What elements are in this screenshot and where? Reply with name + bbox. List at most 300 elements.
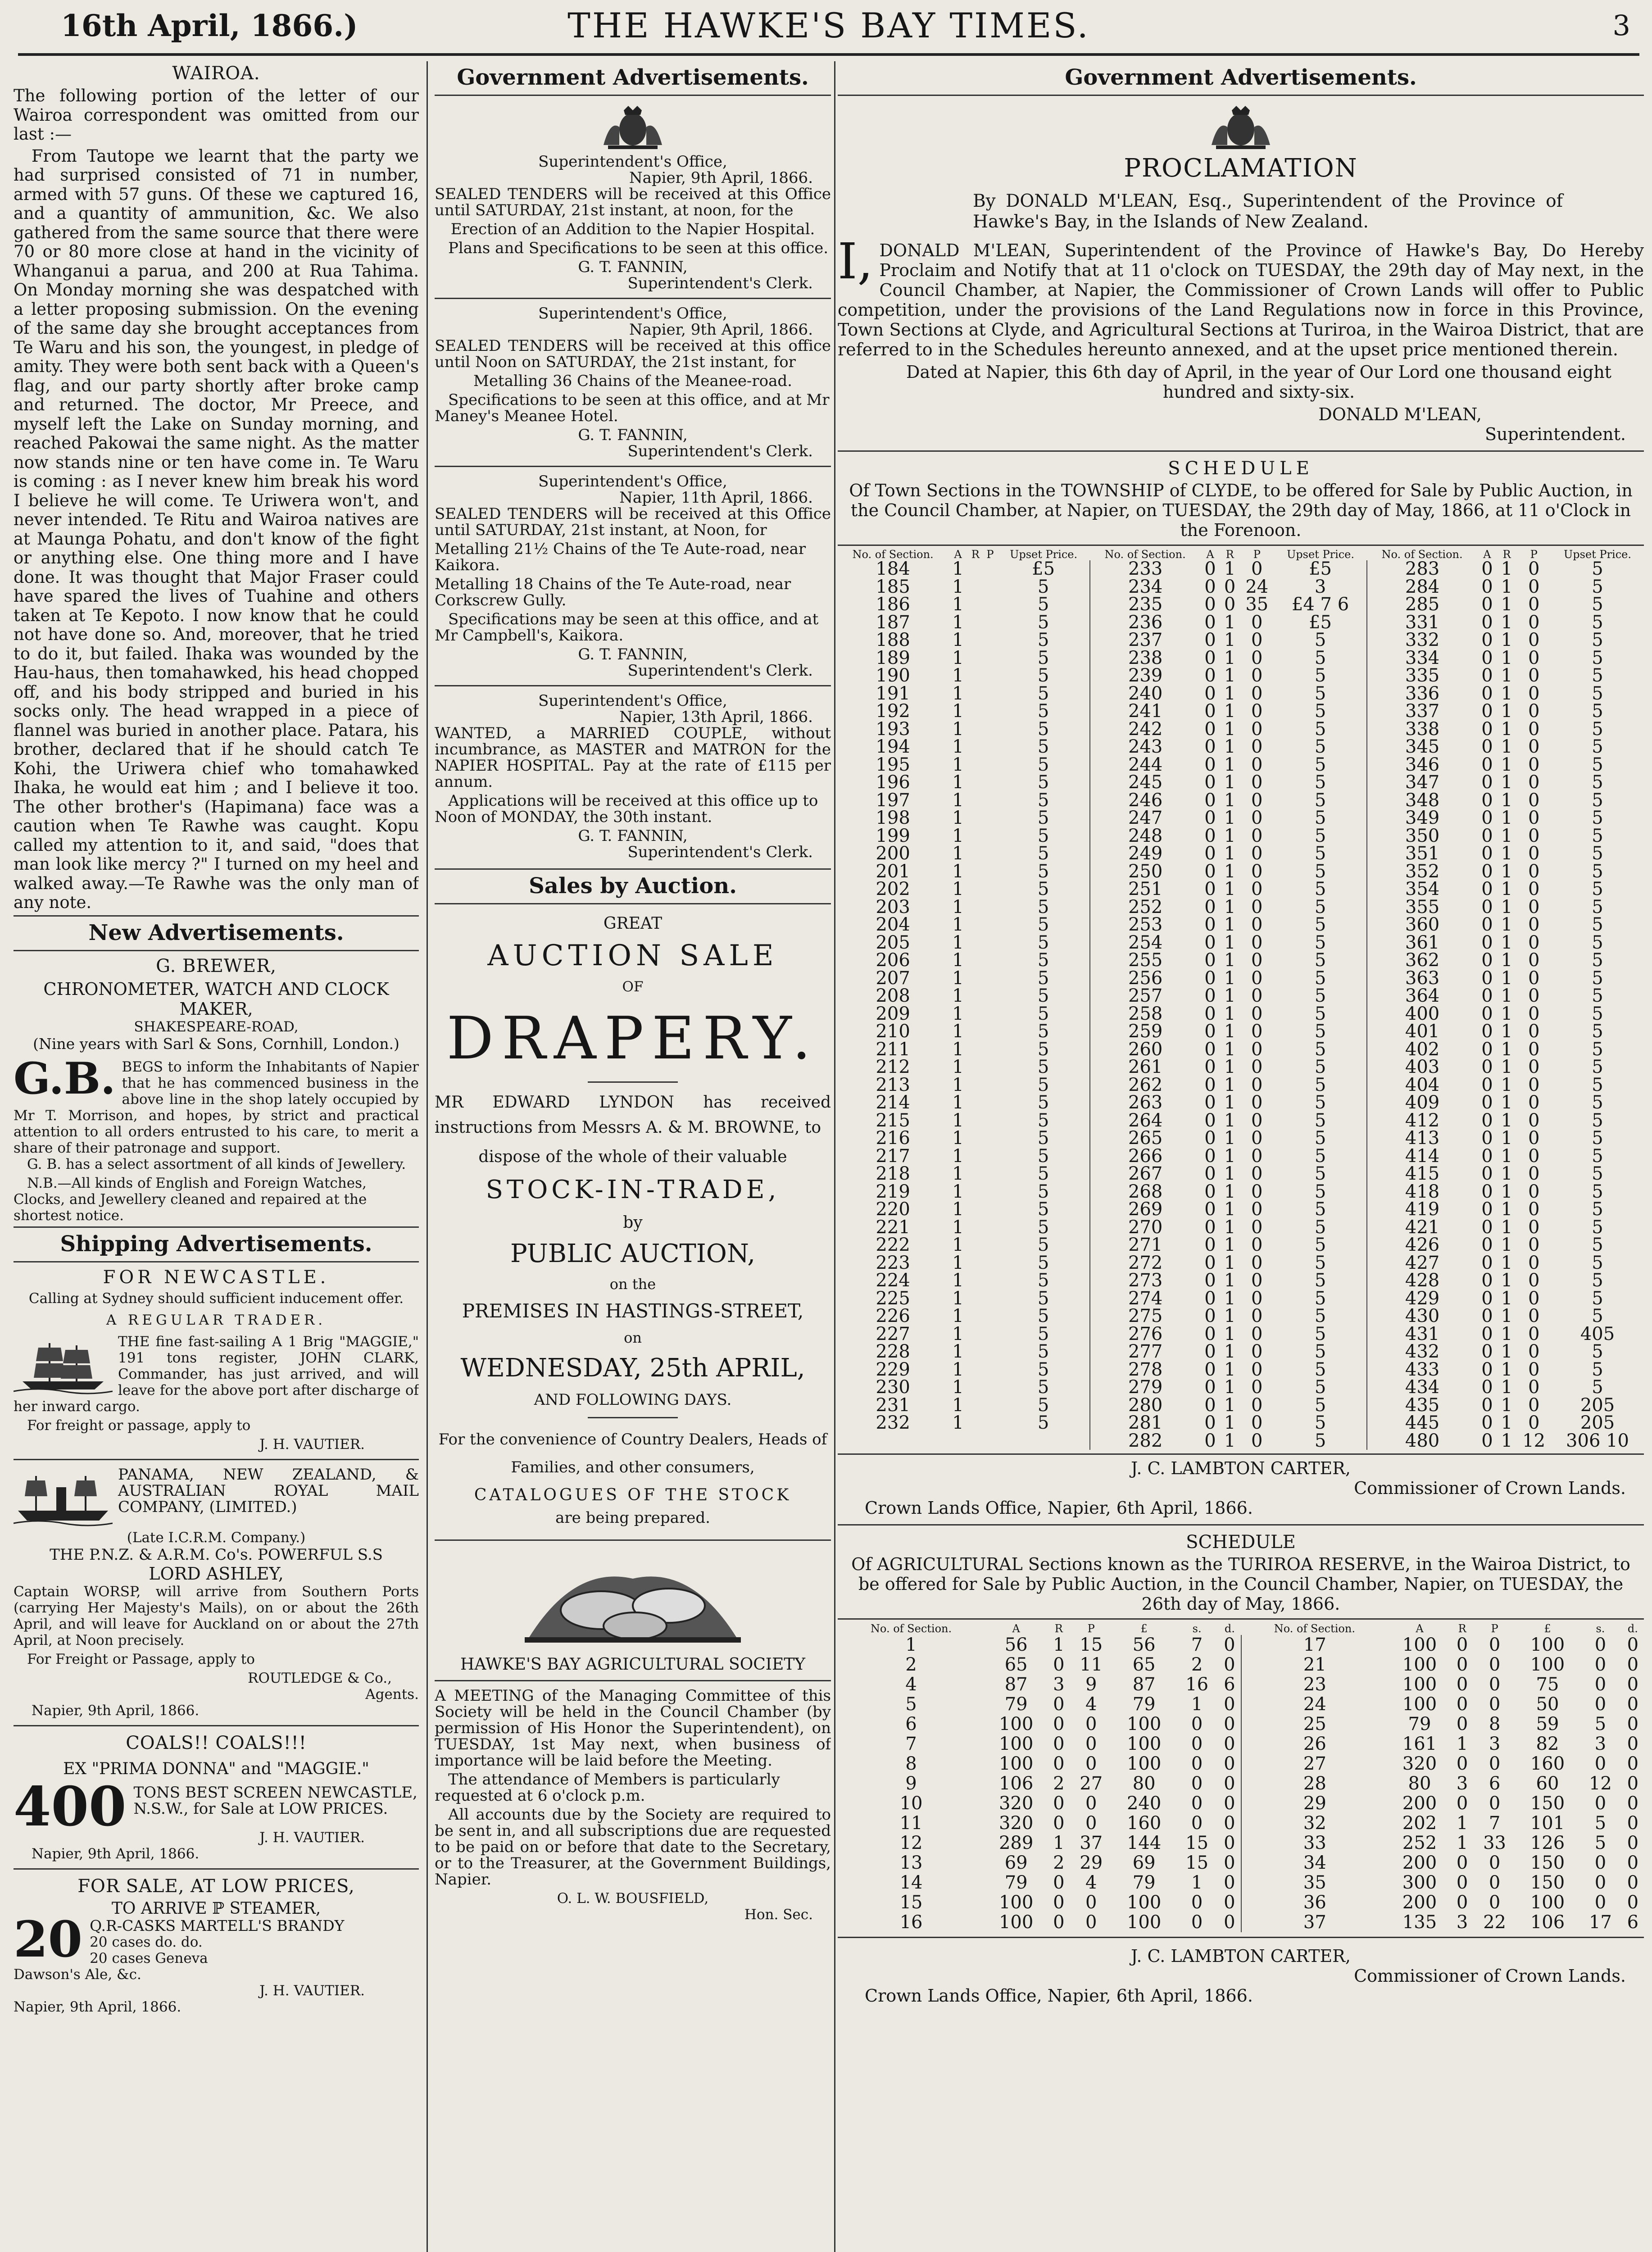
table-cell [968, 1432, 983, 1450]
table-header: No. of Section. [1104, 548, 1186, 561]
table-cell: 29 [1241, 1793, 1388, 1813]
wanted-apps: Applications will be received at this office up to Noon of MONDAY, the 30th instant. [435, 792, 818, 826]
table-cell: 1 [1224, 1057, 1236, 1077]
table-cell: 1 [1501, 1252, 1513, 1273]
table-cell: 0 [1528, 914, 1540, 935]
table-cell: 1 [1456, 1734, 1468, 1754]
table-cell: 430 [1367, 1308, 1477, 1326]
table-cell: 5 [1592, 843, 1603, 864]
table-cell: 1 [952, 630, 964, 650]
table-cell: 217 [876, 1145, 910, 1167]
table-cell: 194 [876, 736, 910, 757]
tender-signature: G. T. FANNIN, [578, 645, 688, 663]
table-cell: 1 [1501, 665, 1513, 686]
tender-item: Metalling 21½ Chains of the Te Aute-road, near Kaikora. [435, 540, 806, 574]
table-cell: 0 [1489, 1654, 1501, 1675]
table-cell [968, 1094, 983, 1112]
table-row [838, 1432, 1644, 1450]
table-cell: 1 [1224, 1039, 1236, 1060]
table-row [838, 809, 1644, 827]
proclamation-body: I, DONALD M'LEAN, Superintendent of the Province of Hawke's Bay, Do Hereby Proclaim and Notify that at 11 o'clock on TUESDAY, the 29th day of May next, in the Council Chamber, at Napier, the Commissioner of Crown Lands will offer to Public competition, under the provisions of the Land Regulations now in force in this Province, Town Sections at Clyde, and Agricultural Sections at Turiroa, in the Wairoa District, that are referred to in the Schedules hereunto annexed, and at the upset price mentioned therein. [838, 232, 1644, 359]
wanted-role: Superintendent's Clerk. [627, 843, 813, 861]
table-cell: 5 [1314, 1021, 1326, 1042]
table-cell: 250 [1090, 863, 1200, 881]
table-cell: 5 [1592, 790, 1603, 811]
table-cell: 5 [1037, 1074, 1049, 1095]
table-cell: 5 [1314, 1217, 1326, 1238]
table-row [838, 1183, 1644, 1201]
table-cell: 3 [1053, 1674, 1065, 1695]
table-header: No. of Section. [852, 548, 934, 561]
table-cell: 5 [1592, 879, 1603, 899]
table-cell: 65 [1004, 1654, 1028, 1675]
table-cell: 191 [876, 683, 910, 704]
table-cell: 360 [1367, 916, 1477, 934]
table-cell [968, 1183, 983, 1201]
table-header: s. [1596, 1622, 1605, 1635]
table-cell: 5 [1037, 1270, 1049, 1291]
table-cell: 1 [1224, 754, 1236, 775]
table-cell: 87 [1132, 1674, 1156, 1695]
tender-plans: Plans and Specifications to be seen at this office. [448, 239, 829, 257]
table-cell: 1 [1501, 1181, 1513, 1202]
tender-signature: G. T. FANNIN, [578, 426, 688, 444]
table-cell: 1 [1501, 932, 1513, 953]
table-cell: £5 [1032, 558, 1055, 579]
table-cell: 226 [876, 1306, 910, 1326]
table-cell: 200 [876, 843, 910, 864]
table-cell: 0 [1481, 1235, 1493, 1255]
table-cell [983, 987, 997, 1005]
table-cell [968, 578, 983, 596]
wanted-office: Superintendent's Office, [538, 692, 727, 710]
table-cell: 150 [1530, 1852, 1565, 1873]
table-cell: 1 [1501, 1235, 1513, 1255]
table-cell: 79 [1132, 1872, 1156, 1893]
table-cell: 0 [1528, 594, 1540, 615]
table-header: P [1530, 548, 1538, 561]
table-cell: 5 [1314, 932, 1326, 953]
table-cell [983, 1432, 997, 1450]
table-row [838, 845, 1644, 863]
table-cell: 0 [1627, 1833, 1639, 1853]
table-cell: 0 [1627, 1872, 1639, 1893]
table-cell [983, 1023, 997, 1041]
table-cell [983, 881, 997, 899]
table-cell: 5 [1037, 1163, 1049, 1184]
table-cell: 5 [1592, 1288, 1603, 1309]
drapery-auction-ad [435, 914, 831, 1527]
table-cell: 0 [1251, 1235, 1263, 1255]
table-cell: 0 [1489, 1852, 1501, 1873]
table-cell: 1 [1224, 1288, 1236, 1309]
table-row [838, 1112, 1644, 1130]
table-cell [983, 1272, 997, 1290]
table-cell: 0 [1224, 1654, 1235, 1675]
table-cell: 0 [1224, 1912, 1235, 1933]
table-cell [983, 685, 997, 703]
table-cell: 1 [1501, 861, 1513, 882]
table-cell [968, 952, 983, 970]
table-cell [983, 1236, 997, 1254]
table-cell: 0 [1251, 772, 1263, 793]
table-cell: 5 [1592, 1163, 1603, 1184]
table-cell: 0 [1627, 1714, 1639, 1734]
table-cell: 0 [1053, 1793, 1065, 1814]
table-cell: 1 [1456, 1833, 1468, 1853]
table-cell: 255 [1090, 952, 1200, 970]
table-cell [983, 845, 997, 863]
table-cell: 160 [1530, 1753, 1565, 1774]
table-header: Upset Price. [1564, 548, 1631, 561]
table-cell: 5 [1592, 1039, 1603, 1060]
table-cell: 0 [1456, 1674, 1468, 1695]
table-cell: 283 [1367, 560, 1477, 578]
table-cell: 0 [1481, 1128, 1493, 1149]
table-cell: 100 [998, 1753, 1034, 1774]
table-cell: 0 [1251, 861, 1263, 882]
table-cell: 0 [1204, 1252, 1216, 1273]
table-cell: 418 [1367, 1183, 1477, 1201]
table-cell [968, 756, 983, 774]
table-cell: 5 [1037, 647, 1049, 668]
table-cell: 232 [876, 1412, 910, 1433]
table-cell: 331 [1367, 614, 1477, 632]
table-cell: 0 [1251, 985, 1263, 1006]
table-header: s. [1192, 1622, 1202, 1635]
table-cell: 1 [952, 1306, 964, 1326]
table-cell: 276 [1090, 1326, 1200, 1344]
table-cell: 1 [952, 754, 964, 775]
table-cell: 419 [1367, 1201, 1477, 1219]
table-cell [968, 792, 983, 810]
table-cell: 5 [1037, 1092, 1049, 1113]
table-cell: 11 [1080, 1654, 1103, 1675]
table-cell [983, 1379, 997, 1397]
table-cell: 5 [1037, 896, 1049, 917]
maggie-text: THE fine fast-sailing A 1 Brig "MAGGIE," 191 tons register, JOHN CLARK, Commander, has just arrived, and will leave for the above port after discharge of her inward cargo. [14, 1333, 419, 1415]
table-cell: 17 [1241, 1635, 1388, 1655]
tender-spec: Specifications may be seen at this office, and at Mr Campbell's, Kaikora. [435, 610, 819, 645]
table-row [838, 1219, 1644, 1237]
table-row [838, 1041, 1644, 1059]
table-cell [983, 1326, 997, 1344]
table-cell: 6 [1489, 1773, 1501, 1794]
table-cell: 5 [1314, 683, 1326, 704]
table-cell: 1 [1224, 879, 1236, 899]
table-cell: 0 [1251, 1341, 1263, 1362]
table-header: R [1502, 548, 1511, 561]
schedule-desc: Of Town Sections in the TOWNSHIP of CLYDE, to be offered for Sale by Public Auction, in the Council Chamber, at Napier, on TUESDAY, the 29th day of May, 1866, at 11 o'Clock in the Forenoon. [849, 481, 1633, 540]
table-cell: 211 [876, 1039, 910, 1060]
table-row [838, 774, 1644, 792]
table-header: A [1012, 1622, 1020, 1635]
table-cell: 101 [1530, 1813, 1565, 1834]
table-cell: 0 [1594, 1872, 1607, 1893]
table-cell: 0 [1528, 558, 1540, 579]
table-header: P [986, 548, 994, 561]
table-cell [983, 1343, 997, 1361]
table-cell: 350 [1367, 827, 1477, 845]
table-cell: 1 [952, 1163, 964, 1184]
table-cell: 252 [1402, 1833, 1437, 1853]
table-cell: 0 [1191, 1912, 1203, 1933]
table-row [838, 1058, 1644, 1076]
table-cell: 1 [1224, 932, 1236, 953]
table-cell: 284 [1367, 578, 1477, 596]
table-cell: 5 [1314, 1306, 1326, 1326]
steamship-icon [14, 1469, 113, 1528]
column-2 [435, 61, 831, 2252]
table-cell: 5 [1592, 754, 1603, 775]
table-cell: 0 [1481, 1163, 1493, 1184]
table-cell: 0 [1481, 1217, 1493, 1238]
proclamation-text: DONALD M'LEAN, Superintendent of the Province of Hawke's Bay, Do Hereby Proclaim and Notify that at 11 o'clock on TUESDAY, the 29th day of May next, in the Council Chamber, at Napier, the Commissioner of Crown Lands will offer to Public competition, under the provisions of the Land Regulations now in force in this Province, Town Sections at Clyde, and Agricultural Sections at Turiroa, in the Wairoa District, that are referred to in the Schedules hereunto annexed, and at the upset price mentioned therein. [838, 241, 1644, 359]
forsale-title: FOR SALE, AT LOW PRICES, [77, 1875, 355, 1897]
table-cell: 216 [876, 1128, 910, 1149]
tender-2 [435, 305, 831, 459]
table-cell: 1 [952, 1110, 964, 1131]
table-cell: 336 [1367, 685, 1477, 703]
table-cell: 1 [952, 665, 964, 686]
table-cell: 0 [1481, 932, 1493, 953]
table-cell: 240 [1126, 1793, 1162, 1814]
table-cell: 1 [1501, 1163, 1513, 1184]
table-cell: 320 [998, 1813, 1034, 1834]
table-cell: 3 [1489, 1734, 1501, 1754]
table-row [838, 1414, 1644, 1432]
table-cell [838, 1432, 948, 1450]
table-cell: 1 [952, 825, 964, 846]
table-cell: 1 [1501, 1412, 1513, 1433]
table-cell: 1 [1501, 630, 1513, 650]
table-cell: 5 [1314, 772, 1326, 793]
gb-text: BEGS to inform the Inhabitants of Napier that he has commenced business in the above line in the shop lately occupied by Mr T. Morrison, and hopes, by strict and practical attention to all orders entrusted to his care, to merit a share of their patronage and support. [14, 1058, 419, 1156]
table-cell: 1 [1224, 1074, 1236, 1095]
table-cell [968, 1272, 983, 1290]
table-cell: 0 [1251, 1110, 1263, 1131]
table-cell [968, 1290, 983, 1308]
table-cell: 0 [1528, 1377, 1540, 1398]
table-cell: 0 [1528, 1074, 1540, 1095]
table-cell: 1 [1501, 1039, 1513, 1060]
table-cell: 0 [1204, 1145, 1216, 1167]
table-cell: 278 [1090, 1361, 1200, 1379]
table-cell: 0 [1481, 1003, 1493, 1024]
auction-of: OF [622, 979, 644, 995]
table-cell: 5 [1592, 1021, 1603, 1042]
table-cell: 150 [1530, 1793, 1565, 1814]
table-cell: 218 [876, 1163, 910, 1184]
table-cell: 434 [1367, 1379, 1477, 1397]
table-cell: 0 [1627, 1635, 1639, 1655]
table-cell: 1 [952, 1217, 964, 1238]
wairoa-paragraph: The following portion of the letter of our Wairoa correspondent was omitted from our last :— [14, 86, 419, 144]
coals-title: COALS!! COALS!!! [126, 1732, 307, 1753]
table-cell: 0 [1481, 1092, 1493, 1113]
tender-text: SEALED TENDERS will be received at this office until Noon on SATURDAY, the 21st instant, for [435, 337, 831, 371]
auction-great: GREAT [603, 914, 663, 933]
table-cell: 1 [1501, 985, 1513, 1006]
table-cell: 0 [1224, 594, 1236, 615]
table-cell [968, 863, 983, 881]
table-cell: 264 [1090, 1112, 1200, 1130]
table-row [838, 578, 1644, 596]
table-cell: 5 [1037, 843, 1049, 864]
table-cell [968, 685, 983, 703]
table-cell: 37 [1241, 1912, 1388, 1932]
table-cell: 0 [1204, 1288, 1216, 1309]
coals-tonnage: 400 [14, 1784, 127, 1830]
table-cell: 0 [1251, 1181, 1263, 1202]
table-cell: 347 [1367, 774, 1477, 792]
table-cell: 24 [1245, 576, 1269, 597]
table-cell [983, 916, 997, 934]
table-cell: 0 [1594, 1674, 1607, 1695]
table-cell: 0 [1528, 1145, 1540, 1167]
table-cell: 0 [1481, 825, 1493, 846]
table-cell: 0 [1204, 1163, 1216, 1184]
table-header: R [1225, 548, 1234, 561]
agricultural-sections-table [838, 1622, 1644, 1932]
table-cell: 82 [1536, 1734, 1559, 1754]
table-cell: 1 [1224, 861, 1236, 882]
table-cell: 225 [876, 1288, 910, 1309]
table-cell: 8 [905, 1753, 917, 1774]
schedule-title: SCHEDULE [1168, 458, 1314, 479]
table-cell: 0 [1528, 647, 1540, 668]
table-cell: 0 [1204, 1430, 1216, 1451]
table-cell: 5 [1592, 772, 1603, 793]
table-row [838, 916, 1644, 934]
table-cell [983, 614, 997, 632]
auction-lyndon: MR EDWARD LYNDON has received instructions from Messrs A. & M. BROWNE, to [435, 1093, 831, 1137]
table-cell: 5 [1314, 843, 1326, 864]
table-row [838, 1397, 1644, 1415]
table-cell: 206 [876, 950, 910, 971]
table-cell: 0 [1204, 1394, 1216, 1416]
proclamation-by: By DONALD M'LEAN, Esq., Superintendent of the Province of Hawke's Bay, in the Islands of New Zealand. [973, 191, 1563, 232]
table-cell [968, 1326, 983, 1344]
table-cell: 0 [1481, 914, 1493, 935]
table-cell: 214 [876, 1092, 910, 1113]
table-cell: 100 [1402, 1674, 1437, 1695]
table-cell [968, 809, 983, 827]
table-cell: 69 [1132, 1852, 1156, 1873]
table-row [838, 1254, 1644, 1272]
auction-date: WEDNESDAY, 25th APRIL, [460, 1353, 805, 1383]
table-cell: 1 [1224, 790, 1236, 811]
table-cell: 100 [998, 1912, 1034, 1933]
panama-late: (Late I.C.R.M. Company.) [127, 1529, 306, 1546]
table-row [838, 685, 1644, 703]
table-cell: 0 [1481, 1394, 1493, 1416]
table-cell [968, 667, 983, 685]
column-3 [838, 61, 1644, 2252]
table-cell: 5 [1037, 950, 1049, 971]
table-cell: 0 [1053, 1892, 1065, 1913]
table-header: R [1458, 1622, 1466, 1635]
table-cell: 0 [1204, 1341, 1216, 1362]
table-cell: 5 [1037, 1039, 1049, 1060]
table-cell: 0 [1456, 1714, 1468, 1734]
brewer-trade: CHRONOMETER, WATCH AND CLOCK MAKER, [43, 979, 389, 1019]
table-cell: 0 [1481, 1039, 1493, 1060]
table-cell: 0 [1481, 1145, 1493, 1167]
table-cell: 0 [1481, 1270, 1493, 1291]
table-cell: 0 [1224, 1753, 1235, 1774]
table-cell: 1 [1224, 1377, 1236, 1398]
table-cell: 234 [1090, 578, 1200, 596]
table-cell: 1 [1456, 1813, 1468, 1834]
table-cell: 4 [1085, 1694, 1097, 1715]
table-cell: 1 [1224, 1092, 1236, 1113]
table-cell: 1 [1224, 1359, 1236, 1380]
table-cell: 0 [1528, 1021, 1540, 1042]
table-cell: 1 [1224, 1412, 1236, 1433]
table-cell: 0 [1251, 932, 1263, 953]
table-header: R [971, 548, 980, 561]
table-cell: 5 [1592, 861, 1603, 882]
table-cell: 0 [1489, 1872, 1501, 1893]
table-cell: 0 [1528, 1181, 1540, 1202]
table-row [838, 1873, 1644, 1893]
table-cell: 0 [1204, 683, 1216, 704]
table-cell [983, 1414, 997, 1432]
table-cell: £5 [1309, 558, 1332, 579]
society-text: A MEETING of the Managing Committee of this Society will be held in the Council Chamber (by permission of His Honor the Superintendent), on TUESDAY, 1st May next, when business of importance will be laid before the Meeting. [435, 1687, 831, 1770]
table-cell: 0 [1528, 1323, 1540, 1344]
table-cell: 5 [1314, 1145, 1326, 1167]
table-cell: 1 [952, 1092, 964, 1113]
new-ads-heading: New Advertisements. [14, 915, 419, 951]
table-cell: 56 [1004, 1635, 1028, 1655]
table-cell: 1 [952, 1412, 964, 1433]
table-cell: 0 [1528, 1270, 1540, 1291]
auction-heading: Sales by Auction. [435, 868, 831, 904]
table-row [838, 1361, 1644, 1379]
table-cell: 79 [1004, 1872, 1028, 1893]
table-cell [983, 1041, 997, 1059]
table-header: d. [1627, 1622, 1638, 1635]
table-cell: 5 [1037, 1057, 1049, 1077]
table-cell: 5 [1592, 1074, 1603, 1095]
table-cell: 0 [1251, 1377, 1263, 1398]
table-cell: 5 [1037, 1128, 1049, 1149]
table-cell: 0 [1204, 950, 1216, 971]
table-cell: 0 [1053, 1714, 1065, 1734]
table-cell: 361 [1367, 934, 1477, 952]
table-cell: 0 [1204, 1092, 1216, 1113]
table-cell: 210 [876, 1021, 910, 1042]
tender-item: Metalling 18 Chains of the Te Aute-road, near Corkscrew Gully. [435, 575, 791, 609]
table-cell: 5 [1314, 1270, 1326, 1291]
table-cell: 0 [1251, 825, 1263, 846]
table-cell: 0 [1224, 1714, 1235, 1734]
table-cell [983, 1290, 997, 1308]
table-cell: 0 [1481, 594, 1493, 615]
table-cell: 2 [1191, 1654, 1203, 1675]
table-cell: 0 [1528, 612, 1540, 633]
table-row [838, 1308, 1644, 1326]
tender-1 [435, 154, 831, 291]
table-cell: 69 [1004, 1852, 1028, 1873]
table-cell: 1 [952, 1323, 964, 1344]
table-cell: 277 [1090, 1343, 1200, 1361]
regular-trader: A REGULAR TRADER. [106, 1312, 327, 1328]
table-cell [968, 899, 983, 917]
table-cell: 5 [1037, 879, 1049, 899]
